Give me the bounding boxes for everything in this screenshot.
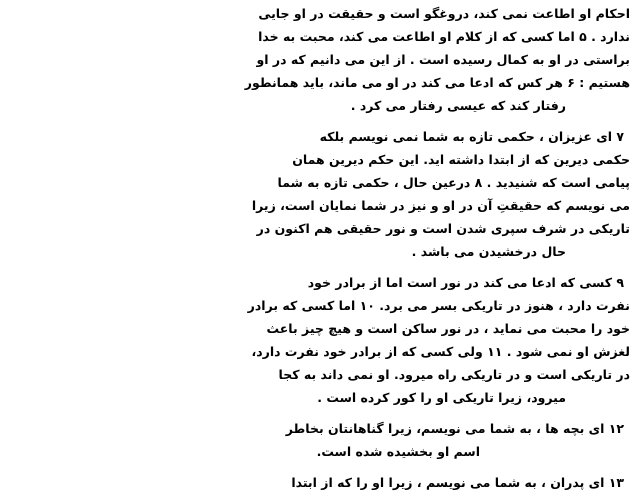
text-line: تاریکی در شرف سپری شدن است و نور حقیقی هم اکنون در xyxy=(256,221,630,236)
text-line: احکام او اطاعت نمی کند، دروغگو است و حقیقت در او جایی xyxy=(258,6,630,21)
text-line: براستی در او به کمال رسیده است . از این می دانیم که در او xyxy=(256,52,630,67)
text-line: ۷ ای عزیزان ، حکمی تازه به شما نمی نویسم بلکه xyxy=(319,129,624,144)
text-line: میرود، زیرا تاریکی او را کور کرده است . xyxy=(317,390,566,405)
text-line: نفرت دارد ، هنوز در تاریکی بسر می برد. ۱۰ اما کسی که برادر xyxy=(247,298,630,313)
text-line: حکمی دیرین که از ابتدا داشته اید. این حکم دیرین همان xyxy=(292,152,630,167)
text-line: پیامی است که شنیدید . ۸ درعین حال ، حکمی تازه به شما xyxy=(277,175,630,190)
text-line: اسم او بخشیده شده است. xyxy=(316,444,480,459)
text-line: لغزش او نمی شود . ۱۱ ولی کسی که از برادر خود نفرت دارد، xyxy=(251,344,630,359)
text-line: هستیم : ۶ هر کس که ادعا می کند در او می ماند، باید همانطور xyxy=(244,75,630,90)
text-line: رفتار کند که عیسی رفتار می کرد . xyxy=(350,98,566,113)
text-line: در تاریکی است و در تاریکی راه میرود. او نمی داند به کجا xyxy=(278,367,630,382)
text-line: خود را محبت می نماید ، در نور ساکن است و هیچ چیز باعث xyxy=(266,321,630,336)
text-line: حال درخشیدن می باشد . xyxy=(411,244,566,259)
text-line: ندارد . ۵ اما کسی که از کلام او اطاعت می کند، محبت به خدا xyxy=(258,29,630,44)
text-line: ۱۲ ای بچه ها ، به شما می نویسم، زیرا گناهانتان بخاطر xyxy=(285,421,624,436)
text-line: می نویسم که حقیقتِ آن در او و نیز در شما نمایان است، زیرا xyxy=(251,198,630,213)
text-line: ۱۳ ای پدران ، به شما می نویسم ، زیرا او را که از ابتدا xyxy=(291,475,624,490)
text-line: ۹ کسی که ادعا می کند در نور است اما از برادر خود xyxy=(307,275,624,290)
scripture-text-column xyxy=(244,2,630,494)
